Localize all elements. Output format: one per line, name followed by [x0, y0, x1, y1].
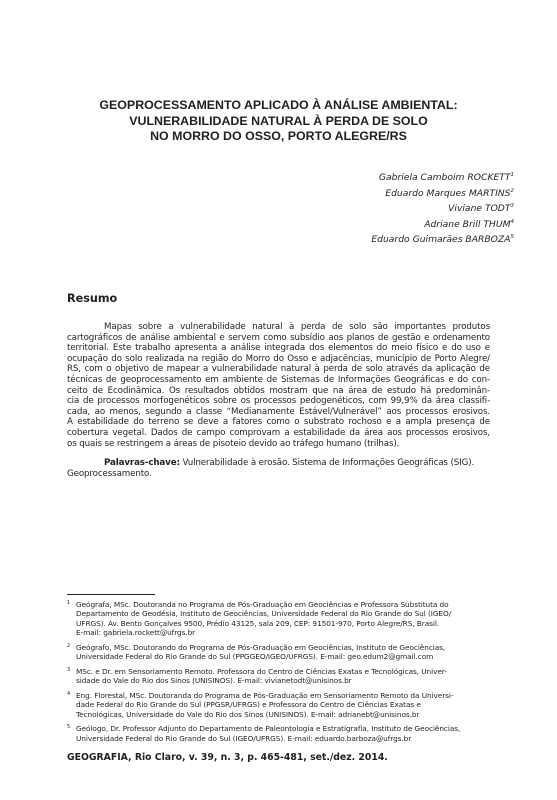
- keywords: [67, 458, 490, 479]
- footnote-line: Tecnológicas, Universidade do Vale do Rio dos Sinos (UNISINOS). E-mail: adrianebt@unisinos.br: [76, 709, 420, 719]
- footnote-mark[interactable]: 5: [510, 233, 514, 240]
- author-name: Gabriela Camboim ROCKETT: [378, 172, 511, 183]
- footnotes: [67, 600, 492, 748]
- footnote-line: Universidade Federal do Rio Grande do Sul (IGEO/UFRGS). E-mail: eduardo.barboza@ufrgs.br: [76, 733, 412, 743]
- abstract-line: cartográficos de análise ambiental e servem como subsídio aos planos de gestão e ordenamento: [67, 332, 490, 343]
- footnote: [67, 643, 492, 662]
- abstract-line: RS, com o objetivo de mapear a vulnerabilidade natural à perda de solo através da aplicação de: [67, 364, 490, 375]
- footnote: [67, 600, 492, 638]
- abstract-line: cobertura vegetal. Dados de campo comprovam a estabilidade da área aos processos erosivos,: [67, 427, 490, 438]
- author-list: [371, 170, 514, 248]
- abstract-line: cada, ao menos, segundo a classe “Medianamente Estável/Vulnerável” aos processos erosivos.: [67, 406, 490, 417]
- footnote: [67, 691, 492, 719]
- footnote-line: Geógrafa, MSc. Doutoranda no Programa de Pós-Graduação em Geociências e Professora Substituta do: [76, 600, 449, 609]
- abstract-line: Mapas sobre a vulnerabilidade natural à perda de solo são importantes produtos: [104, 322, 490, 332]
- footnote-number: 5: [67, 724, 71, 731]
- keywords-label: Palavras-chave:: [104, 458, 180, 468]
- abstract-heading: Resumo: [67, 292, 118, 305]
- author: [371, 232, 514, 248]
- abstract-line: ceito de Ecodinâmica. Os resultados obtidos mostram que na área de estudo há predominân-: [67, 385, 490, 396]
- footnote-email[interactable]: E-mail: gabriela.rockett@ufrgs.br: [76, 628, 196, 638]
- footnote-line: sidade do Vale do Rio dos Sinos (UNISINOS). E-mail: vivianetodt@unisinos.br: [76, 676, 352, 686]
- footnote-divider: [67, 594, 155, 595]
- footnote-number: 2: [67, 642, 71, 649]
- footnote: [67, 667, 492, 686]
- footnote-mark[interactable]: 2: [510, 187, 514, 194]
- abstract-line: técnicas de geoprocessamento em ambiente de Sistemas de Informações Geográficas e do con-: [67, 374, 490, 385]
- abstract-line: territorial. Este trabalho apresenta a análise integrada dos elementos do meio físico e do uso e: [67, 343, 490, 354]
- keywords-text: Geoprocessamento.: [67, 468, 152, 479]
- footnote-line: Universidade Federal do Rio Grande do Sul (PPGGEO/IGEO/UFRGS). E-mail: geo.edum2@gmail.com: [76, 652, 434, 662]
- title-line: NO MORRO DO OSSO, PORTO ALEGRE/RS: [150, 129, 407, 143]
- author-name: Adriane Brill THUM: [424, 218, 511, 230]
- keywords-text: Vulnerabilidade à erosão. Sistema de Informações Geográficas (SIG).: [179, 458, 475, 468]
- abstract-line: A estabilidade do terreno se deve a fatores como o substrato rochoso e a ampla presença de: [67, 417, 490, 428]
- author: [371, 201, 514, 217]
- author: [371, 186, 514, 202]
- footnote-number: 4: [67, 690, 71, 697]
- footnote-number: 3: [67, 666, 71, 673]
- abstract-line: cia de processos morfogenéticos sobre os processos pedogenéticos, com 99,9% da área classifi-: [67, 396, 490, 407]
- author: [371, 170, 514, 186]
- footnote-mark[interactable]: 3: [510, 202, 514, 209]
- footnote-number: 1: [67, 600, 71, 606]
- author-name: Viviane TODT: [448, 203, 511, 214]
- author-name: Eduardo Marques MARTINS: [385, 187, 511, 199]
- abstract-text: [67, 322, 490, 449]
- footnote-mark[interactable]: 4: [510, 218, 514, 225]
- footnote-mark[interactable]: 1: [510, 171, 514, 178]
- footnote-line: dade Federal do Rio Grande do Sul (PPGSR/UFRGS) e Professora do Centro de Ciências Exatas e: [76, 700, 421, 710]
- abstract-line: ocupação do solo realizada na região do Morro do Osso e adjacências, município de Porto Alegre/: [67, 353, 490, 364]
- title-line: GEOPROCESSAMENTO APLICADO À ANÁLISE AMBIENTAL:: [99, 98, 458, 112]
- footnote-line: MSc. e Dr. em Sensoriamento Remoto. Professora do Centro de Ciências Exatas e Tecnológicas, Univer-: [76, 666, 447, 676]
- footnote-line: Eng. Florestal, MSc. Doutoranda do Programa de Pós-Graduação em Sensoriamento Remoto da Universi-: [76, 690, 454, 700]
- journal-citation: GEOGRAFIA, Rio Claro, v. 39, n. 3, p. 465-481, set./dez. 2014.: [67, 752, 388, 763]
- article-title: [60, 98, 497, 145]
- abstract-line: os quais se restringem a áreas de pisoteio devido ao tráfego humano (trilhas).: [67, 438, 400, 449]
- footnote-line: Geólogo, Dr. Professor Adjunto do Departamento de Paleontologia e Estratigrafia, Instituto de Geociências,: [76, 724, 461, 734]
- footnote-line: Departamento de Geodésia, Instituto de Geociências, Universidade Federal do Rio Grande do Sul (IGEO/: [76, 609, 452, 619]
- footnote-line: Geógrafo, MSc. Doutorando do Programa de Pós-Graduação em Geociências, Instituto de Geociências,: [76, 642, 446, 652]
- title-line: VULNERABILIDADE NATURAL À PERDA DE SOLO: [129, 113, 428, 128]
- footnote-line: UFRGS). Av. Bento Gonçalves 9500, Prédio 43125, sala 209, CEP: 91501-970, Porto Alegre/RS, Brasil.: [76, 618, 440, 628]
- footnote: [67, 724, 492, 743]
- author-name: Eduardo Guimarães BARBOZA: [371, 234, 511, 245]
- author: [371, 217, 514, 233]
